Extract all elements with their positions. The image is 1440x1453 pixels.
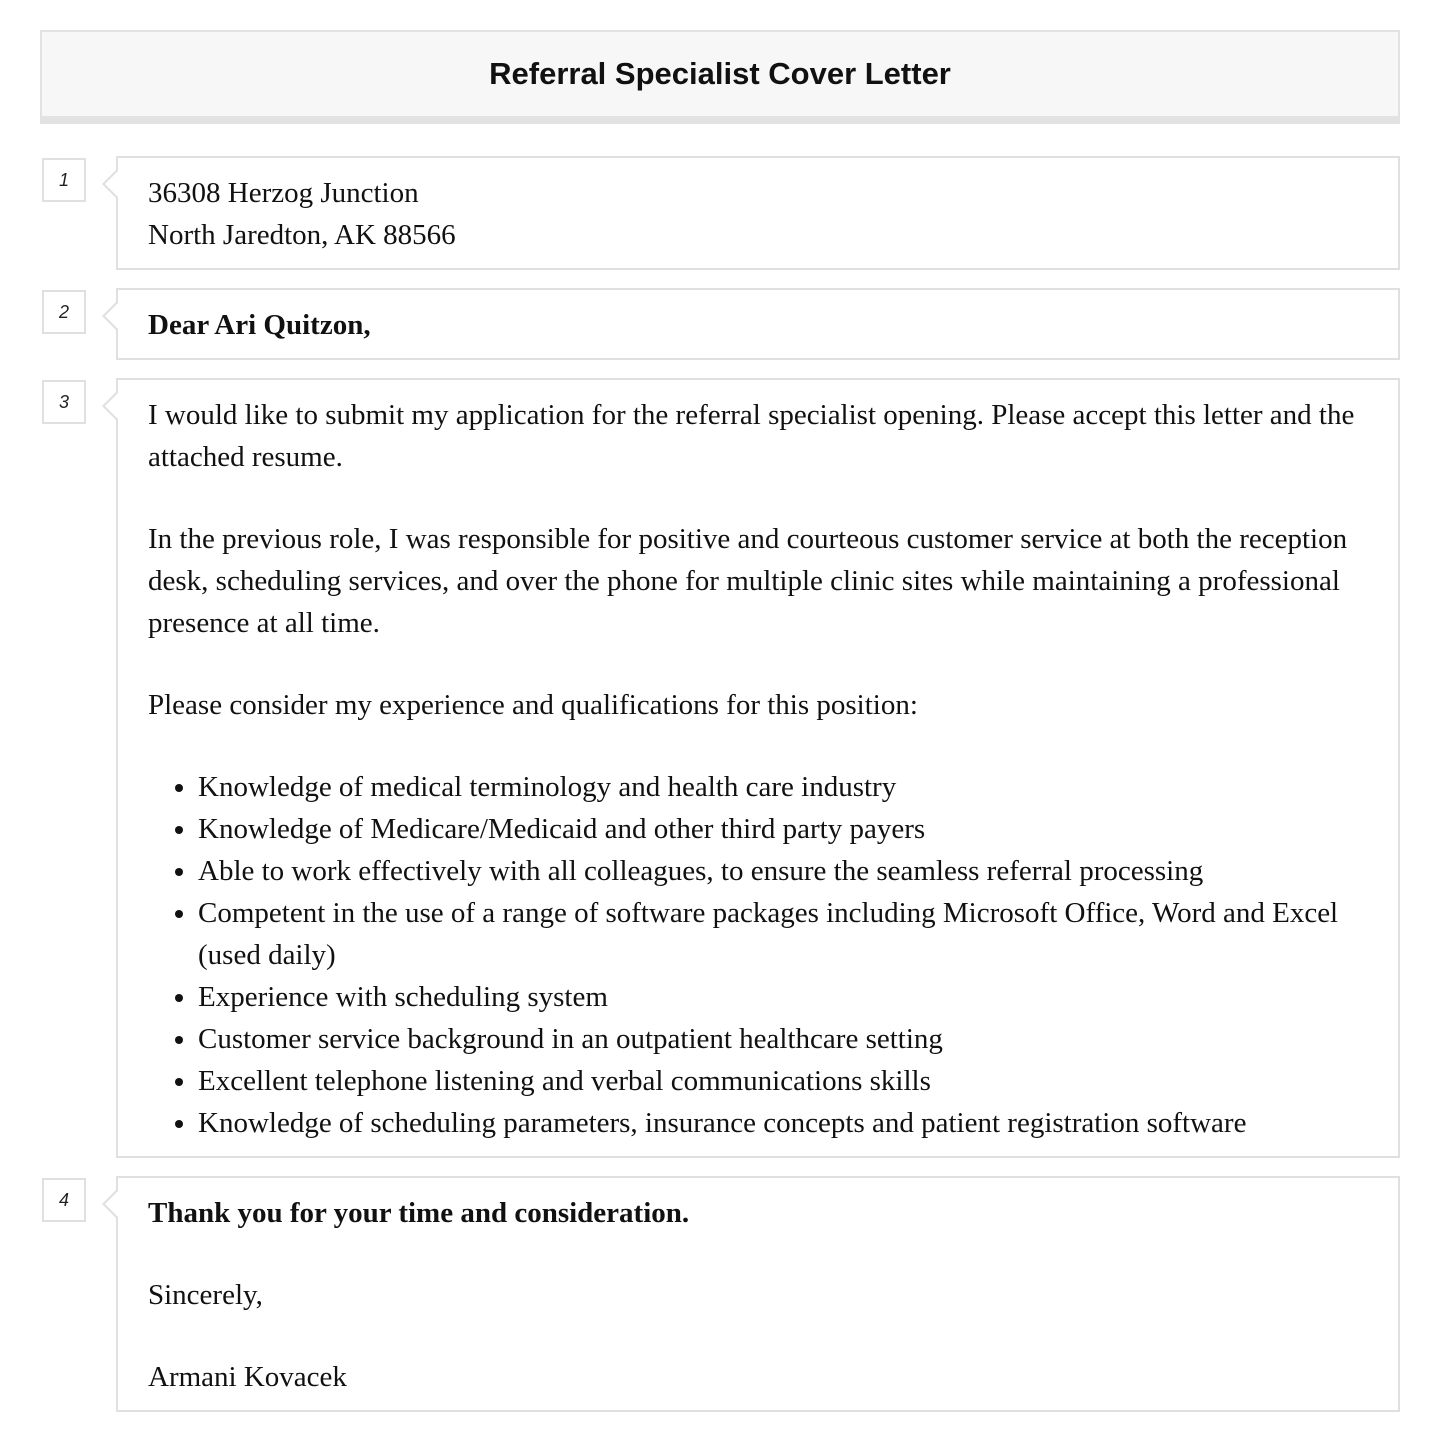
closing-line: Thank you for your time and consideration.: [148, 1197, 690, 1229]
list-item: • Able to work effectively with all colleagues, to ensure the seamless referral processing: [198, 850, 1368, 892]
address-line-1: 36308 Herzog Junction: [148, 177, 419, 209]
address-line-2: North Jaredton, AK 88566: [148, 219, 456, 251]
section-number: 2: [42, 290, 86, 334]
list-item: • Excellent telephone listening and verbal communications skills: [198, 1060, 1368, 1102]
section-number: 3: [42, 380, 86, 424]
salutation: Dear Ari Quitzon,: [148, 309, 371, 341]
closing-box: [116, 1176, 1400, 1412]
list-item: • Competent in the use of a range of software packages including Microsoft Office, Word and Excel (used daily): [198, 892, 1368, 976]
list-item: • Experience with scheduling system: [198, 976, 1368, 1018]
section-number: 4: [42, 1178, 86, 1222]
page-title: Referral Specialist Cover Letter: [489, 56, 951, 91]
title-bar: [40, 30, 1400, 124]
list-item: • Customer service background in an outpatient healthcare setting: [198, 1018, 1368, 1060]
list-item: • Knowledge of Medicare/Medicaid and other third party payers: [198, 808, 1368, 850]
list-item: • Knowledge of medical terminology and health care industry: [198, 766, 1368, 808]
body-paragraph-3: Please consider my experience and qualifications for this position:: [148, 689, 918, 721]
body-box: [116, 378, 1400, 1158]
signoff: Sincerely,: [148, 1279, 263, 1311]
body-paragraph-1: I would like to submit my application for the referral specialist opening. Please accept this letter and the attached resume.: [148, 399, 1355, 473]
list-item: • Knowledge of scheduling parameters, insurance concepts and patient registration software: [198, 1102, 1368, 1144]
signature: Armani Kovacek: [148, 1361, 347, 1393]
qualifications-list: [148, 766, 1368, 1144]
salutation-box: [116, 288, 1400, 360]
section-number: 1: [42, 158, 86, 202]
body-paragraph-2: In the previous role, I was responsible for positive and courteous customer service at both the reception desk, scheduling services, and over the phone for multiple clinic sites while maintaining a professional presence at all time.: [148, 523, 1348, 639]
address-box: [116, 156, 1400, 270]
